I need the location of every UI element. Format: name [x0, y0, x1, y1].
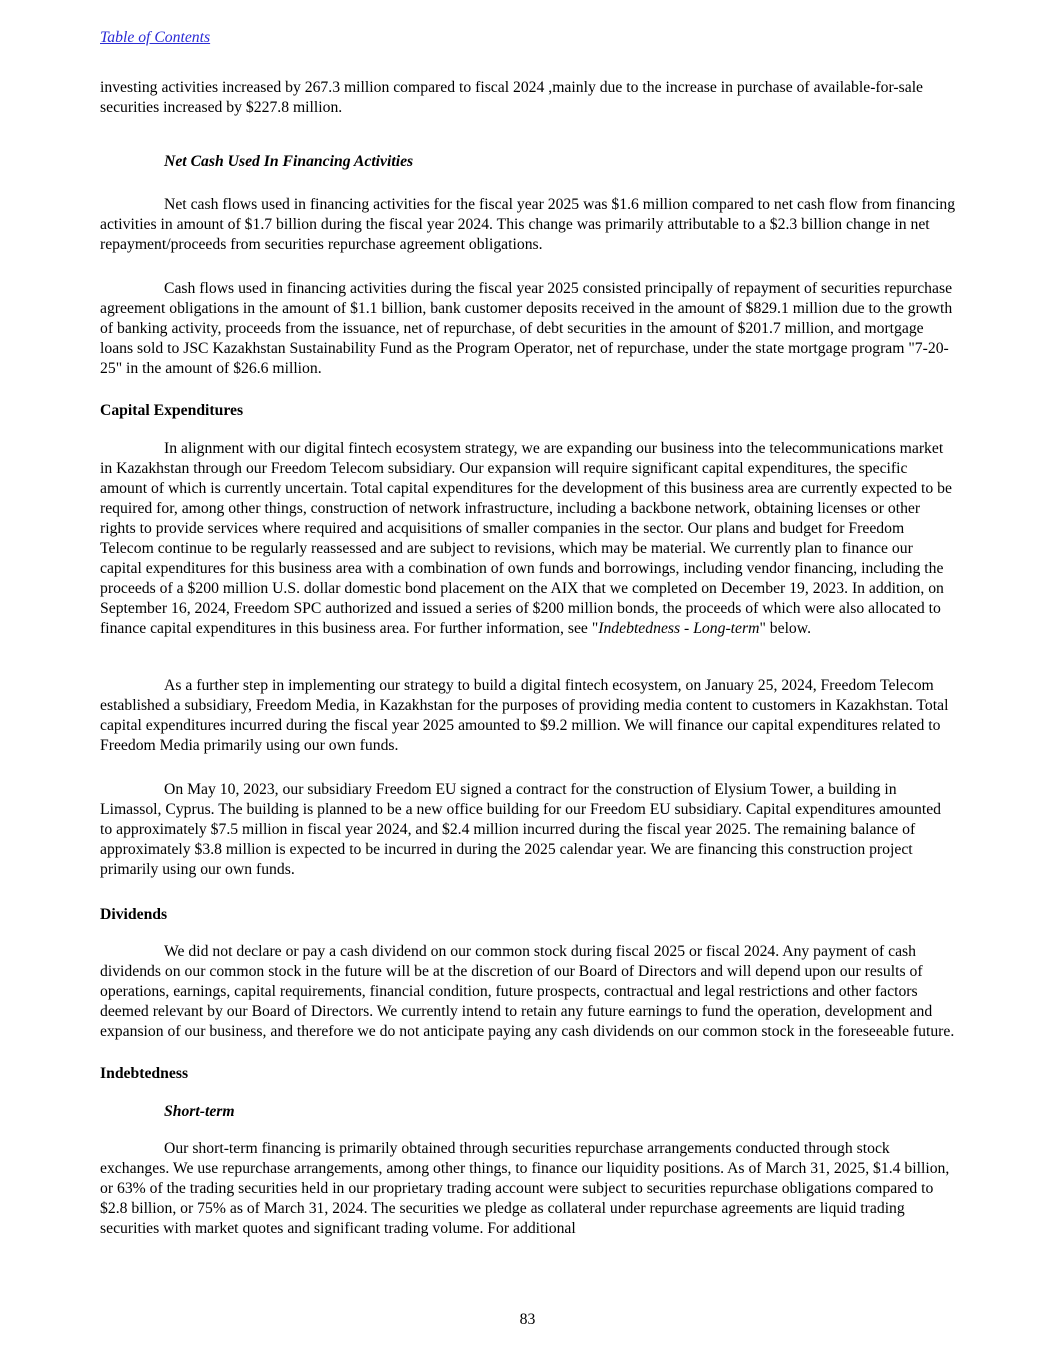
capex-paragraph-text-after: " below.	[759, 620, 812, 637]
page-number: 83	[519, 1311, 536, 1328]
dividends-heading: Dividends	[100, 906, 168, 923]
indebtedness-long-term-reference: Indebtedness - Long-term	[598, 620, 760, 637]
net-cash-paragraph-2: Cash flows used in financing activities during the fiscal year 2025 consisted principally of repayment of securities repurchase agreement obligations in the amount of $1.1 billion, bank customer deposits received in the amount of $829.1 million due to the growth of banking activity, proceeds from the issuance, net of repurchase, of debt securities in the amount of $201.7 million, and mortgage loans sold to JSC Kazakhstan Sustainability Fund as the Program Operator, net of repurchase, under the state mortgage program "7-20-25" in the amount of $26.6 million.	[100, 280, 953, 377]
capital-expenditures-paragraph-2: As a further step in implementing our strategy to build a digital fintech ecosystem, on January 25, 2024, Freedom Telecom established a subsidiary, Freedom Media, in Kazakhstan for the purposes of providing media content to customers in Kazakhstan. Total capital expenditures incurred during the fiscal year 2025 amounted to $9.2 million. We will finance our capital expenditures related to Freedom Media primarily using our own funds.	[100, 677, 949, 754]
short-term-heading: Short-term	[164, 1103, 235, 1120]
document-content	[100, 28, 956, 1239]
net-cash-paragraph-1: Net cash flows used in financing activities for the fiscal year 2025 was $1.6 million compared to net cash flow from financing activities in amount of $1.7 billion during the fiscal year 2024. This change was primarily attributable to a $2.3 billion change in net repayment/proceeds from securities repurchase agreement obligations.	[100, 196, 956, 253]
short-term-paragraph: Our short-term financing is primarily obtained through securities repurchase arrangements conducted through stock exchanges. We use repurchase arrangements, among other things, to finance our liquidity positions. As of March 31, 2025, $1.4 billion, or 63% of the trading securities held in our proprietary trading account were subject to securities repurchase obligations compared to $2.8 billion, or 75% as of March 31, 2024. The securities we pledge as collateral under repurchase agreements are liquid trading securities with market quotes and significant trading volume. For additional	[100, 1140, 950, 1237]
table-of-contents-link[interactable]: Table of Contents	[100, 29, 211, 46]
capital-expenditures-paragraph-1	[100, 439, 956, 639]
capital-expenditures-heading: Capital Expenditures	[100, 402, 244, 419]
intro-paragraph: investing activities increased by 267.3 million compared to fiscal 2024 ,mainly due to the increase in purchase of available-for-sale securities increased by $227.8 million.	[100, 79, 924, 116]
dividends-paragraph: We did not declare or pay a cash dividend on our common stock during fiscal 2025 or fiscal 2024. Any payment of cash dividends on our common stock in the future will be at the discretion of our Board of Directors and will depend upon our results of operations, earnings, capital requirements, financial condition, future prospects, contractual and legal restrictions and other factors deemed relevant by our Board of Directors. We currently intend to retain any future earnings to fund the operation, development and expansion of our business, and therefore we do not anticipate paying any cash dividends on our common stock in the foreseeable future.	[100, 943, 955, 1040]
capex-paragraph-text-before: In alignment with our digital fintech ecosystem strategy, we are expanding our business into the telecommunications market in Kazakhstan through our Freedom Telecom subsidiary. Our expansion will require significant capital expenditures, the specific amount of which is currently uncertain. Total capital expenditures for the development of this business area are currently expected to be required for, among other things, construction of network infrastructure, including a backbone network, obtaining licenses or other rights to provide services where required and acquisitions of smaller companies in the sector. Our plans and budget for Freedom Telecom continue to be regularly reassessed and are subject to revisions, which may be material. We currently plan to finance our capital expenditures for this business area with a combination of own funds and borrowings, including vendor financing, including the proceeds of a $200 million U.S. dollar domestic bond placement on the AIX that we completed on December 19, 2023. In addition, on September 16, 2024, Freedom SPC authorized and issued a series of $200 million bonds, the proceeds of which were also allocated to finance capital expenditures in this business area. For further information, see "	[100, 440, 952, 637]
net-cash-financing-heading: Net Cash Used In Financing Activities	[164, 153, 414, 170]
indebtedness-heading: Indebtedness	[100, 1065, 189, 1082]
capital-expenditures-paragraph-3: On May 10, 2023, our subsidiary Freedom EU signed a contract for the construction of Elysium Tower, a building in Limassol, Cyprus. The building is planned to be a new office building for our Freedom EU subsidiary. Capital expenditures amounted to approximately $7.5 million in fiscal year 2024, and $2.4 million incurred during the fiscal year 2025. The remaining balance of approximately $3.8 million is expected to be incurred in during the 2025 calendar year. We are financing this construction project primarily using our own funds.	[100, 781, 942, 878]
